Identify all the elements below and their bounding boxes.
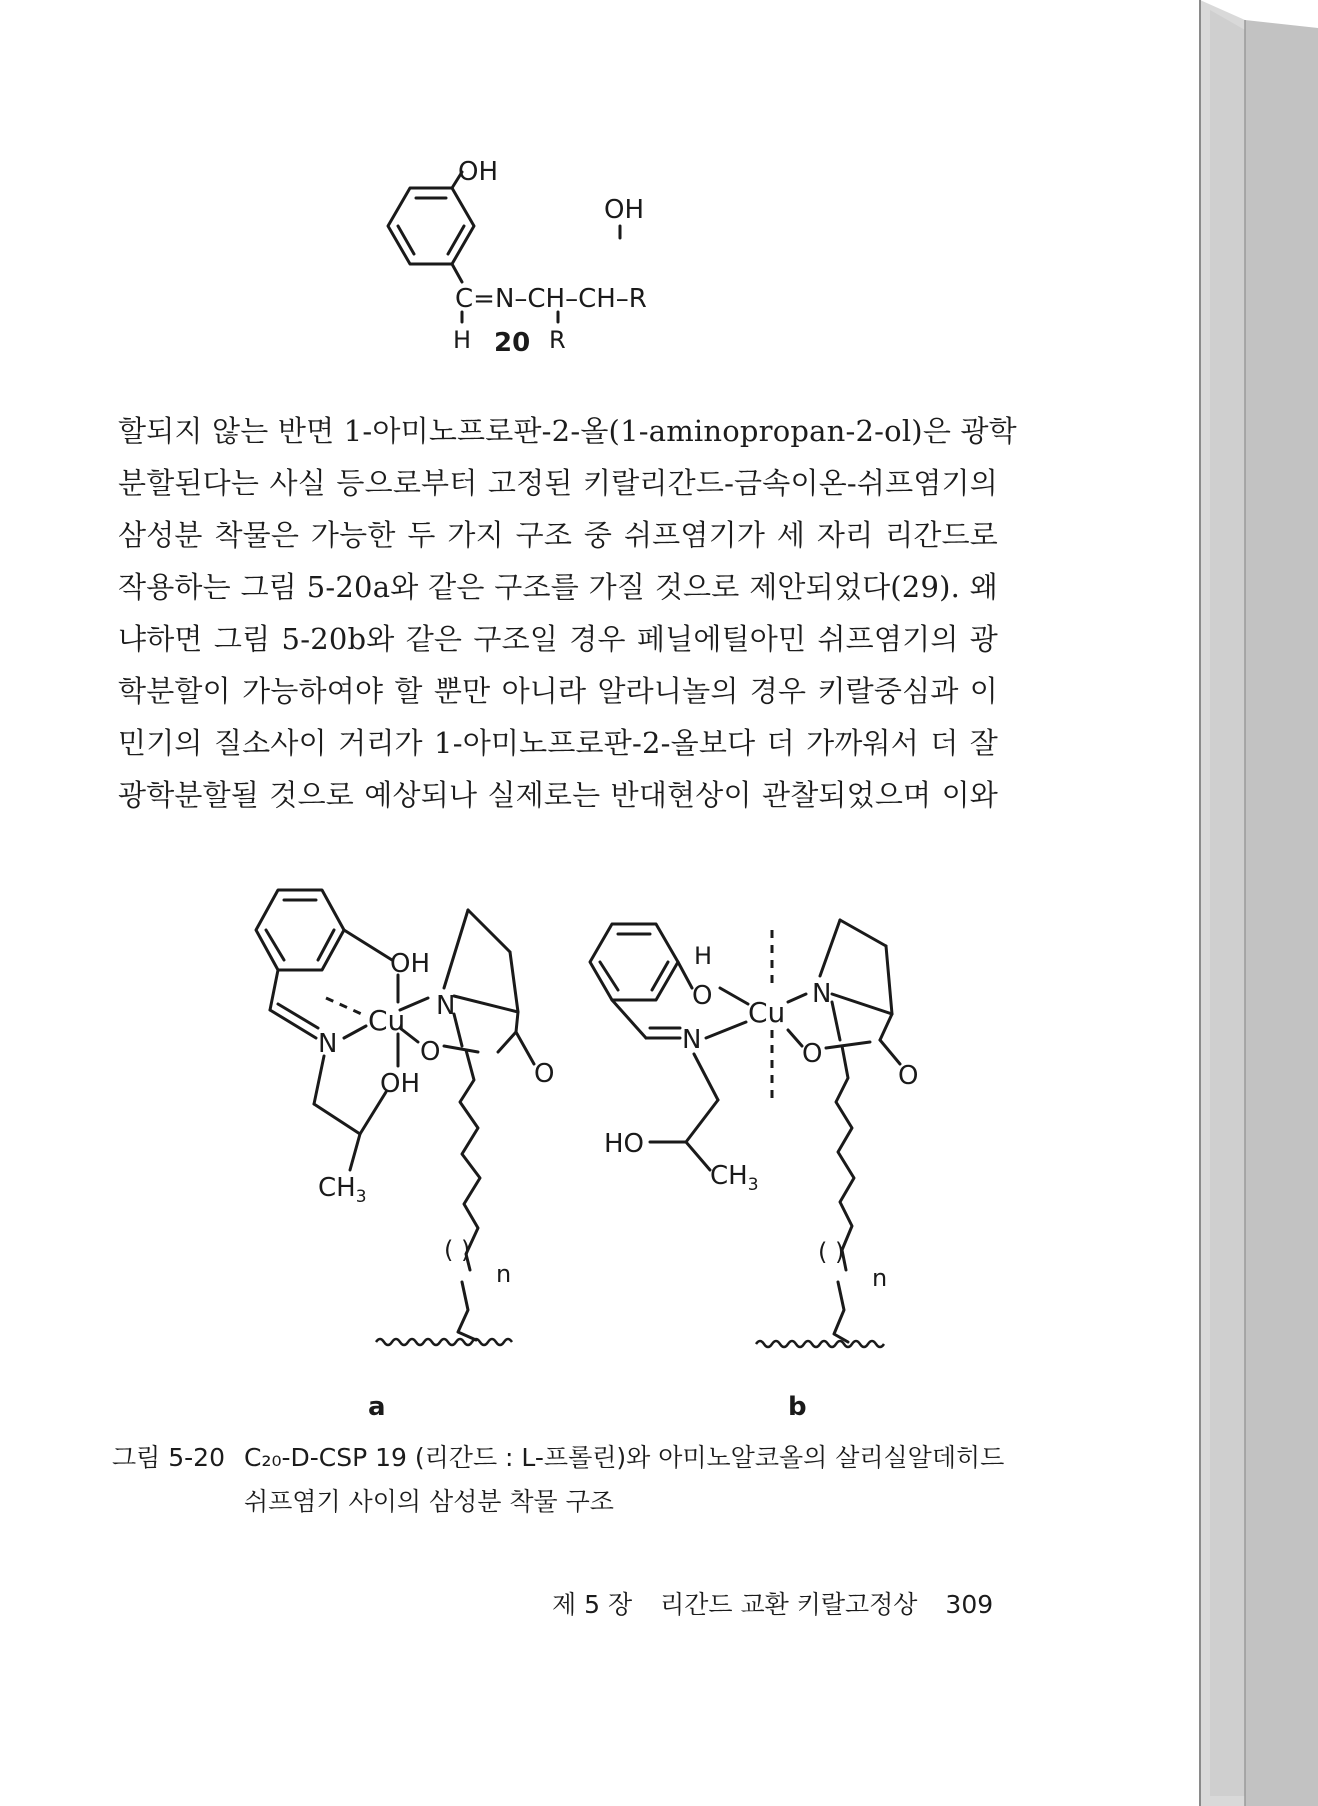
body-line: 민기의 질소사이 거리가 1-아미노프로판-2-올보다 더 가까워서 더 잘	[118, 726, 998, 760]
n-sub-label-b: n	[872, 1264, 888, 1292]
cu-label: Cu	[368, 1004, 406, 1037]
h-label-b: H	[694, 942, 713, 970]
oh1-label: OH	[390, 949, 431, 979]
footer-title: 리간드 교환 키랄고정상	[660, 1590, 918, 1619]
n1-label: N	[318, 1029, 338, 1059]
ch3-label-b: $CH_3$	[710, 1161, 759, 1195]
body-line: 냐하면 그림 5-20b와 같은 구조일 경우 페닐에틸아민 쉬프염기의 광	[118, 622, 998, 656]
h-label: H	[453, 326, 472, 354]
body-line: 광학분할될 것으로 예상되나 실제로는 반대현상이 관찰되었으며 이와	[118, 778, 998, 812]
body-line: 학분할이 가능하여야 할 뿐만 아니라 알라니놀의 경우 키랄중심과 이	[118, 674, 998, 708]
o1-label: O	[420, 1037, 441, 1067]
structure-number: 20	[494, 328, 531, 358]
oh-top-label: OH	[604, 195, 645, 225]
structure-b	[580, 890, 920, 1430]
n1-label-b: N	[682, 1025, 702, 1055]
footer-chapter: 제 5 장	[552, 1590, 633, 1619]
caption-line2: 쉬프염기 사이의 삼성분 착물 구조	[244, 1487, 614, 1516]
page-number: 309	[945, 1590, 994, 1619]
body-text	[118, 405, 1017, 821]
o1-label-b: O	[692, 981, 713, 1011]
body-line: 분할된다는 사실 등으로부터 고정된 키랄리간드-금속이온-쉬프염기의	[118, 466, 998, 500]
structure-a-label: a	[368, 1392, 386, 1422]
o3-label-b: O	[898, 1061, 919, 1091]
n2-label-b: N	[812, 979, 832, 1009]
oh-ring-label: OH	[458, 157, 499, 187]
paren-label-b: ( )	[818, 1238, 845, 1266]
n-sub-label: n	[496, 1260, 512, 1288]
structure-b-label: b	[788, 1392, 807, 1422]
figure-caption	[112, 1438, 1012, 1518]
page-footer	[552, 1585, 1013, 1621]
caption-line1: C₂₀-D-CSP 19 (리간드 : L-프롤린)와 아미노알코올의 살리실알데히드	[244, 1443, 1005, 1472]
o2-label-b: O	[802, 1039, 823, 1069]
body-line: 작용하는 그림 5-20a와 같은 구조를 가질 것으로 제안되었다(29). 왜	[118, 570, 998, 604]
structure-a	[240, 870, 560, 1430]
o2-label: O	[534, 1059, 555, 1089]
ho-label-b: HO	[604, 1129, 645, 1159]
oh2-label: OH	[380, 1069, 421, 1099]
body-line: 삼성분 착물은 가능한 두 가지 구조 중 쉬프염기가 세 자리 리간드로	[118, 518, 998, 552]
caption-number: 그림 5-20	[112, 1443, 225, 1472]
ch3-label: $CH_3$	[318, 1173, 367, 1207]
chain-label: C=N–CH–CH–R	[455, 284, 647, 314]
n2-label: N	[436, 991, 456, 1021]
r-sub-label: R	[549, 326, 566, 354]
cu-label-b: Cu	[748, 996, 786, 1029]
paren-label: ( )	[444, 1236, 471, 1264]
body-line: 할되지 않는 반면 1-아미노프로판-2-올(1-aminopropan-2-ol)은 광학	[118, 414, 1017, 448]
